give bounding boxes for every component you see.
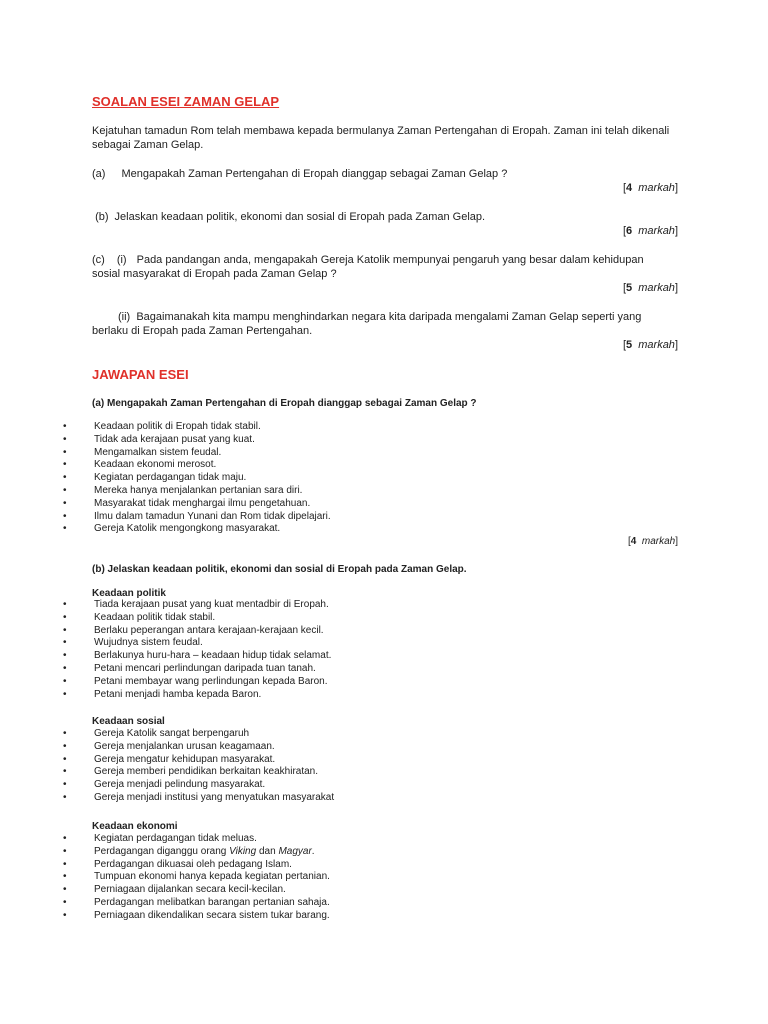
question-a-label: (a) <box>92 168 106 180</box>
question-b-label: (b) <box>95 211 109 223</box>
sosial-heading: Keadaan sosial <box>92 716 165 727</box>
question-c-ii-text: Bagaimanakah kita mampu menghindarkan negara kita daripada mengalami Zaman Gelap seperti yang <box>136 311 642 323</box>
question-c-ii-sublabel: (ii) <box>118 311 131 323</box>
list-item: • Perdagangan dikuasai oleh pedagang Islam. <box>63 859 330 872</box>
page-title: SOALAN ESEI ZAMAN GELAP <box>92 94 280 109</box>
list-item: • Tiada kerajaan pusat yang kuat mentadbir di Eropah. <box>63 599 331 612</box>
question-c-ii <box>92 310 692 338</box>
list-item: • Kegiatan perdagangan tidak meluas. <box>63 833 330 846</box>
answer-b-question: (b) Jelaskan keadaan politik, ekonomi dan sosial di Eropah pada Zaman Gelap. <box>92 564 467 575</box>
list-item: • Petani mencari perlindungan daripada tuan tanah. <box>63 663 331 676</box>
list-item: • Perniagaan dikendalikan secara sistem tukar barang. <box>63 910 330 923</box>
question-b <box>92 210 692 224</box>
intro-paragraph: Kejatuhan tamadun Rom telah membawa kepada bermulanya Zaman Pertengahan di Eropah. Zaman ini telah dikenali sebagai Zaman Gelap. <box>92 125 670 151</box>
list-item: • Gereja Katolik mengongkong masyarakat. <box>63 523 331 536</box>
question-c-ii-text-line2: berlaku di Eropah pada Zaman Pertengahan. <box>92 325 313 337</box>
list-item: • Perdagangan diganggu orang Viking dan Magyar. <box>63 846 330 859</box>
list-item: • Berlakunya huru-hara – keadaan hidup tidak selamat. <box>63 650 331 663</box>
question-b-text: Jelaskan keadaan politik, ekonomi dan sosial di Eropah pada Zaman Gelap. <box>114 211 486 223</box>
question-c-i-sublabel: (i) <box>116 254 127 266</box>
list-item: • Mereka hanya menjalankan pertanian sara diri. <box>63 485 331 498</box>
ekonomi-list <box>63 833 330 923</box>
question-c-i-marks: [5 markah] <box>622 282 678 294</box>
question-c-i-text: Pada pandangan anda, mengapakah Gereja Katolik mempunyai pengaruh yang besar dalam kehidupan <box>136 254 644 266</box>
question-c-i <box>92 253 692 281</box>
list-item: • Gereja mengatur kehidupan masyarakat. <box>63 754 334 767</box>
question-a <box>92 167 692 181</box>
politik-heading: Keadaan politik <box>92 588 166 599</box>
list-item: • Petani menjadi hamba kepada Baron. <box>63 689 331 702</box>
list-item: • Gereja menjadi institusi yang menyatukan masyarakat <box>63 792 334 805</box>
question-c-i-text-line2: sosial masyarakat di Eropah pada Zaman Gelap ? <box>92 268 337 280</box>
question-a-marks: [4 markah] <box>622 182 678 194</box>
list-item: • Berlaku peperangan antara kerajaan-kerajaan kecil. <box>63 625 331 638</box>
list-item: • Gereja menjalankan urusan keagamaan. <box>63 741 334 754</box>
list-item: • Petani membayar wang perlindungan kepada Baron. <box>63 676 331 689</box>
list-item: • Gereja memberi pendidikan berkaitan keakhiratan. <box>63 766 334 779</box>
list-item: • Keadaan politik tidak stabil. <box>63 612 331 625</box>
list-item: • Keadaan politik di Eropah tidak stabil. <box>63 421 331 434</box>
answer-a-list <box>63 421 331 536</box>
list-item: • Tumpuan ekonomi hanya kepada kegiatan pertanian. <box>63 871 330 884</box>
question-b-marks: [6 markah] <box>622 225 678 237</box>
list-item: • Perdagangan melibatkan barangan pertanian sahaja. <box>63 897 330 910</box>
answer-a-question: (a) Mengapakah Zaman Pertengahan di Eropah dianggap sebagai Zaman Gelap ? <box>92 398 477 409</box>
list-item: • Kegiatan perdagangan tidak maju. <box>63 472 331 485</box>
question-c-ii-marks: [5 markah] <box>622 339 678 351</box>
answer-a-marks: [4 markah] <box>627 536 678 547</box>
list-item: • Gereja Katolik sangat berpengaruh <box>63 728 334 741</box>
sosial-list <box>63 728 334 805</box>
list-item: • Mengamalkan sistem feudal. <box>63 447 331 460</box>
list-item: • Masyarakat tidak menghargai ilmu pengetahuan. <box>63 498 331 511</box>
ekonomi-heading: Keadaan ekonomi <box>92 821 178 832</box>
politik-list <box>63 599 331 701</box>
list-item: • Wujudnya sistem feudal. <box>63 637 331 650</box>
list-item: • Tidak ada kerajaan pusat yang kuat. <box>63 434 331 447</box>
answer-heading: JAWAPAN ESEI <box>92 367 189 382</box>
question-a-text: Mengapakah Zaman Pertengahan di Eropah dianggap sebagai Zaman Gelap ? <box>121 168 508 180</box>
question-c-label: (c) <box>92 254 105 266</box>
list-item: • Ilmu dalam tamadun Yunani dan Rom tidak dipelajari. <box>63 511 331 524</box>
list-item: • Keadaan ekonomi merosot. <box>63 459 331 472</box>
list-item: • Gereja menjadi pelindung masyarakat. <box>63 779 334 792</box>
list-item: • Perniagaan dijalankan secara kecil-kecilan. <box>63 884 330 897</box>
